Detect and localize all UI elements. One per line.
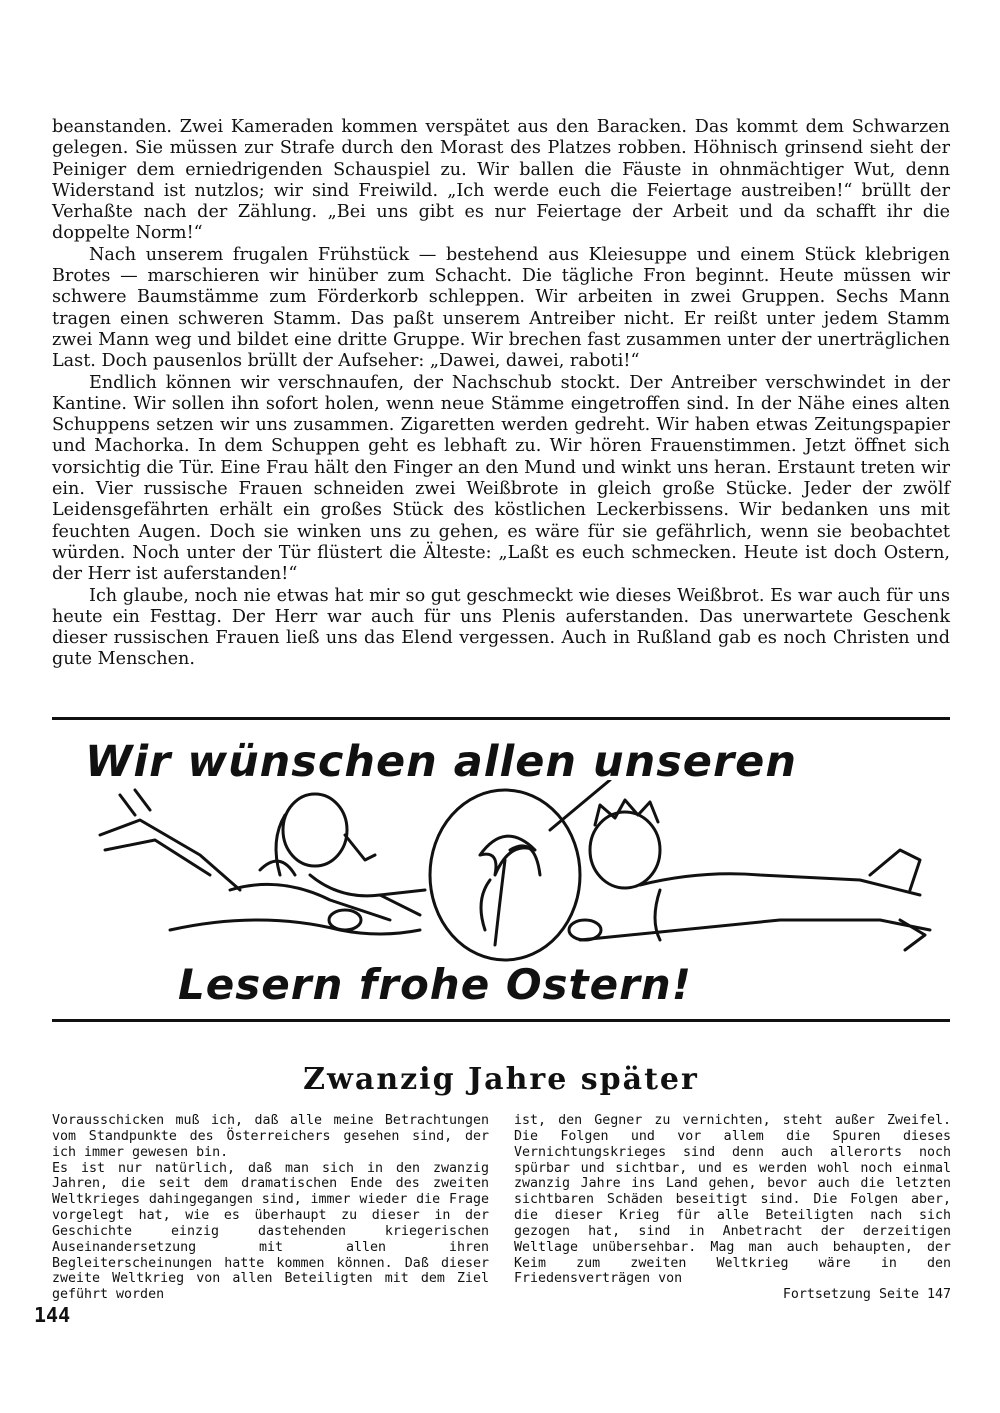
page-number: 144 [34, 1303, 71, 1327]
divider-top [52, 717, 950, 720]
article-paragraph: ist, den Gegner zu vernichten, steht außer Zweifel. Die Folgen und vor allem die Spuren dieses Vernichtungskrieges sind denn auch allerorts noch spürbar und sichtbar, und es werden wohl noch einmal zwanzig Jahre ins Land gehen, bevor auch die letzten sichtbaren Schäden beseitigt sind. Die Folgen aber, die dieser Krieg für alle Beteiligten nach sich gezogen hat, sind in Anbetracht der derzeitigen Weltlage unübersehbar. Mag man auch behaupten, der Keim zum zweiten Weltkrieg wäre in den Friedensverträgen von [514, 1113, 951, 1287]
easter-illustration-icon [80, 780, 950, 965]
article-column-right [514, 1113, 951, 1303]
story-paragraph: Ich glaube, noch nie etwas hat mir so gut geschmeckt wie dieses Weißbrot. Es war auch für uns heute ein Festtag. Der Herr war auch für uns Plenis auferstanden. Das unerwartete Geschenk dieser russischen Frauen ließ uns das Elend vergessen. Auch in Rußland gab es noch Christen und gute Menschen. [52, 585, 950, 670]
easter-greeting-line-1: Wir wünschen allen unseren [85, 737, 797, 787]
article-column-left [52, 1113, 489, 1303]
easter-greeting-line-2: Lesern frohe Ostern! [178, 960, 692, 1009]
article-paragraph: Es ist nur natürlich, daß man sich in den zwanzig Jahren, die seit dem dramatischen Ende des zweiten Weltkrieges dahingegangen sind, immer wieder die Frage vorgelegt hat, wie es überhaupt zu dieser in der Geschichte einzig dastehenden kriegerischen Auseinandersetzung mit allen ihren Begleiterscheinungen hatte kommen können. Daß dieser zweite Weltkrieg von allen Beteiligten mit dem Ziel geführt worden [52, 1160, 489, 1303]
story-paragraph: Endlich können wir verschnaufen, der Nachschub stockt. Der Antreiber verschwindet in der Kantine. Wir sollen ihn sofort holen, wenn neue Stämme eingetroffen sind. In der Nähe eines alten Schuppens setzen wir uns zusammen. Zigaretten werden gedreht. Wir haben etwas Zeitungspapier und Machorka. In dem Schuppen geht es lebhaft zu. Wir hören Frauenstimmen. Jetzt öffnet sich vorsichtig die Tür. Eine Frau hält den Finger an den Mund und winkt uns heran. Erstaunt treten wir ein. Vier russische Frauen schneiden zwei Weißbrote in gleich große Stücke. Jeder der zwölf Leidensgefährten erhält ein großes Stück des köstlichen Leckerbissens. Wir bedanken uns mit feuchten Augen. Doch sie winken uns zu gehen, es wäre für sie gefährlich, wenn sie beobachtet würden. Noch unter der Tür flüstert die Älteste: „Laßt es euch schmecken. Heute ist doch Ostern, der Herr ist auferstanden!“ [52, 372, 950, 585]
story-paragraph: beanstanden. Zwei Kameraden kommen verspätet aus den Baracken. Das kommt dem Schwarzen gelegen. Sie müssen zur Strafe durch den Morast des Platzes robben. Höhnisch grinsend sieht der Peiniger dem erniedrigenden Schauspiel zu. Wir ballen die Fäuste in ohnmächtiger Wut, denn Widerstand ist nutzlos; wir sind Freiwild. „Ich werde euch die Feiertage austreiben!“ brüllt der Verhaßte nach der Zählung. „Bei uns gibt es nur Feiertage der Arbeit und da schafft ihr die doppelte Norm!“ [52, 117, 950, 244]
story-paragraph: Nach unserem frugalen Frühstück — bestehend aus Kleiesuppe und einem Stück klebrigen Brotes — marschieren wir hinüber zum Schacht. Die tägliche Fron beginnt. Heute müssen wir schwere Baumstämme zum Förderkorb schleppen. Wir arbeiten in zwei Gruppen. Sechs Mann tragen einen schweren Stamm. Das paßt unserem Antreiber nicht. Er reißt unter jedem Stamm zwei Mann weg und bildet eine dritte Gruppe. Wir brechen fast zusammen unter der unerträglichen Last. Doch pausenlos brüllt der Aufseher: „Dawei, dawei, raboti!“ [52, 244, 950, 372]
article-paragraph: Vorausschicken muß ich, daß alle meine Betrachtungen vom Standpunkte des Österreichers gesehen sind, der ich immer gewesen bin. [52, 1113, 489, 1160]
article-title: Zwanzig Jahre später [303, 1062, 699, 1097]
continued-note: Fortsetzung Seite 147 [782, 1287, 951, 1303]
divider-bottom [52, 1019, 950, 1022]
story-text [52, 117, 950, 671]
